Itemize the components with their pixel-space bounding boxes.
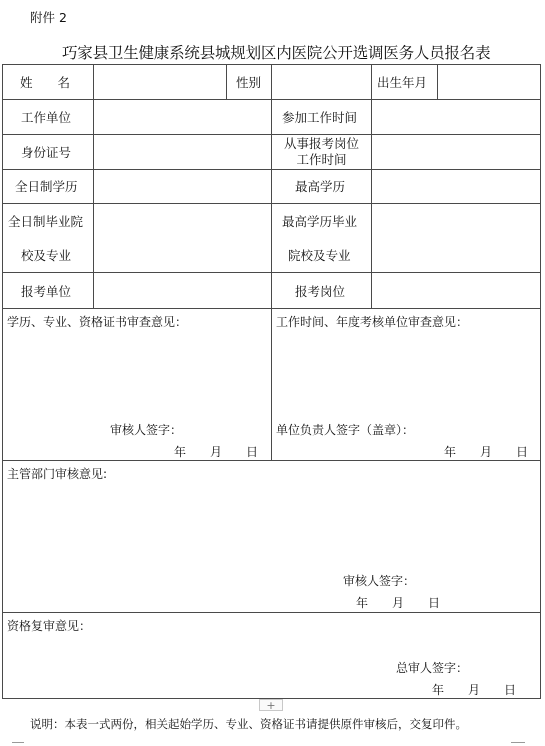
post-time-field[interactable] (372, 135, 540, 169)
fulltime-school-label-line1: 全日制毕业院 (8, 214, 84, 229)
dept-opinion-field[interactable] (3, 461, 540, 612)
table-border-right (540, 64, 541, 699)
date-label: 年 月 日 (432, 683, 517, 697)
birth-field[interactable] (438, 65, 540, 99)
apply-unit-field[interactable] (94, 273, 271, 308)
table-line (226, 64, 227, 99)
work-start-field[interactable] (372, 100, 540, 134)
fulltime-school-label-line2: 校及专业 (21, 248, 72, 263)
highest-edu-label: 最高学历 (295, 179, 346, 194)
date-label: 年 月 日 (356, 596, 441, 610)
reviewer-sign-label: 审核人签字： (110, 423, 183, 437)
highest-school-field[interactable] (372, 204, 540, 272)
add-row-button[interactable]: + (259, 699, 283, 711)
name-label: 姓 名 (20, 75, 71, 90)
page-corner-mark (12, 742, 24, 743)
page-corner-mark (511, 742, 525, 743)
apply-post-field[interactable] (372, 273, 540, 308)
unit-head-sign-label: 单位负责人签字（盖章）： (276, 423, 415, 437)
dept-opinion-label: 主管部门审核意见: (7, 467, 108, 481)
highest-edu-field[interactable] (372, 170, 540, 203)
edu-cert-opinion-label: 学历、专业、资格证书审查意见： (7, 315, 188, 329)
apply-post-label: 报考岗位 (295, 284, 346, 299)
fulltime-school-field[interactable] (94, 204, 271, 272)
id-field[interactable] (94, 135, 271, 169)
highest-school-label-line2: 院校及专业 (288, 248, 351, 263)
qualification-opinion-label: 资格复审意见： (7, 619, 92, 633)
work-unit-field[interactable] (94, 100, 271, 134)
date-label: 年 月 日 (444, 445, 529, 459)
dept-reviewer-sign-label: 审核人签字： (343, 574, 416, 588)
work-time-opinion-label: 工作时间、年度考核单位审查意见： (276, 315, 469, 329)
post-time-label-line2: 工作时间 (296, 152, 347, 168)
attachment-label: 附件 2 (30, 10, 67, 25)
gender-label: 性别 (236, 75, 262, 90)
post-time-label-line1: 从事报考岗位 (283, 136, 359, 151)
date-label: 年 月 日 (174, 445, 259, 459)
note-text: 说明：本表一式两份，相关起始学历、专业、资格证书请提供原件审核后，交复印件。 (30, 717, 467, 731)
gender-field[interactable] (272, 65, 371, 99)
id-label: 身份证号 (21, 145, 72, 160)
work-start-label: 参加工作时间 (282, 110, 358, 125)
post-time-label (272, 134, 371, 170)
fulltime-edu-label: 全日制学历 (15, 179, 78, 194)
chief-reviewer-sign-label: 总审人签字： (396, 661, 469, 675)
work-unit-label: 工作单位 (21, 110, 72, 125)
name-field[interactable] (94, 65, 226, 99)
fulltime-edu-field[interactable] (94, 170, 271, 203)
highest-school-label-line1: 最高学历毕业 (282, 214, 358, 229)
form-title: 巧家县卫生健康系统县城规划区内医院公开选调医务人员报名表 (62, 44, 491, 62)
apply-unit-label: 报考单位 (21, 284, 72, 299)
birth-label: 出生年月 (377, 75, 428, 90)
